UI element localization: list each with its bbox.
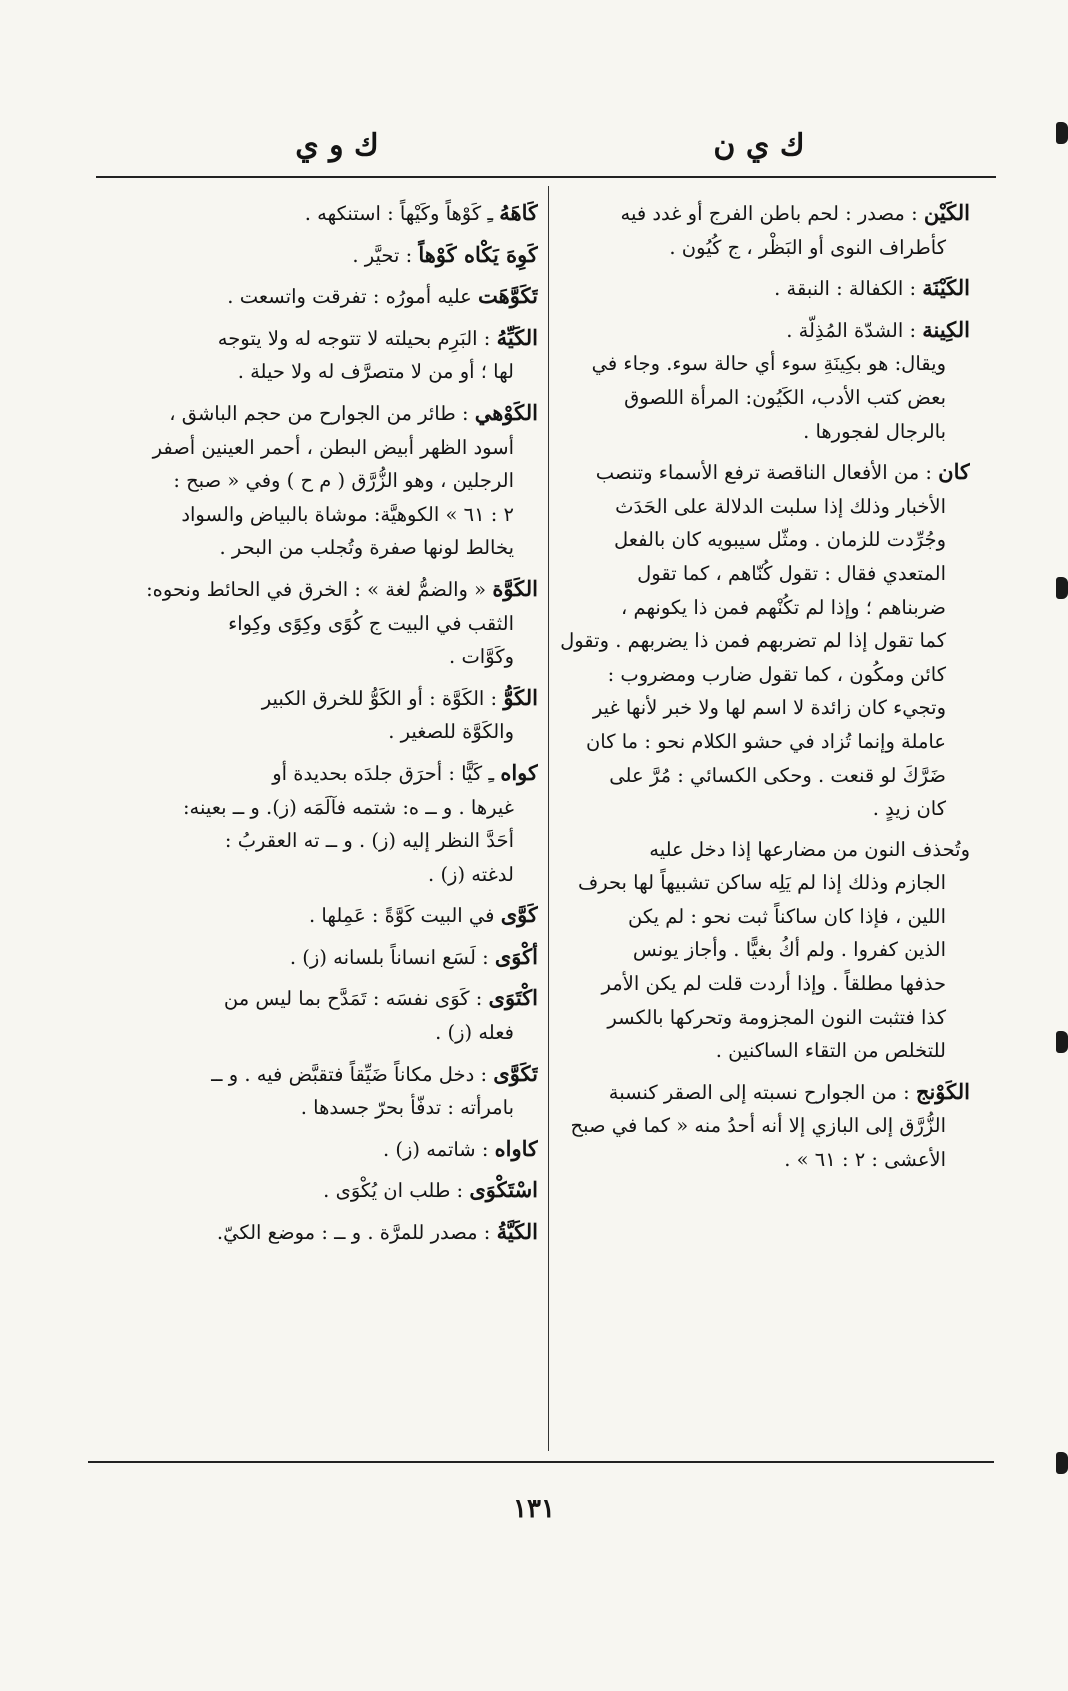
headword: كَوِهَ يَكْاه كَوْهاً <box>418 241 538 267</box>
definition-text: الأعشى : ٢ : ٦١ » . <box>784 1148 946 1172</box>
entry-line <box>128 572 538 607</box>
definition-text: : كَوَى نفسَه : تَمَدَّح بما ليس من <box>223 987 483 1011</box>
definition-text: كما تقول إذا لم تضربهم فمن ذا يضربهم . وتقول <box>560 629 946 653</box>
dictionary-entry <box>128 279 538 314</box>
entry-line <box>560 381 970 415</box>
entry-line <box>128 981 538 1016</box>
definition-text: في البيت كَوَّةً : عَمِلها . <box>309 904 495 928</box>
definition-text: ضربناهم ؛ وإذا لم تكُنْهم فمن ذا يكونهم ، <box>620 595 946 619</box>
footer-rule <box>88 1461 994 1463</box>
headword: تَكَوَّهَت <box>478 283 538 309</box>
definition-text: لدغته (ز) . <box>428 862 514 886</box>
entry-line <box>560 725 970 759</box>
entry-line <box>128 858 538 892</box>
entry-line <box>128 321 538 356</box>
dictionary-entry <box>128 321 538 389</box>
entry-line <box>560 231 970 265</box>
definition-text: يخالط لونها صفرة وتُجلب من البحر . <box>219 536 514 560</box>
entry-line <box>560 490 970 524</box>
definition-text: ٢ : ٦١ » الكوهيَّة: موشاة بالبياض والسواد <box>181 502 514 526</box>
entry-line <box>128 791 538 825</box>
definition-text: حذفها مطلقاً . وإذا أردت قلت لم يكن الأمر <box>601 972 946 996</box>
entry-line <box>560 271 970 306</box>
headword: الكَوُّ <box>503 684 538 710</box>
definition-text: بعض كتب الأدب، الكَيُون: المرأة اللصوق <box>624 385 946 409</box>
entry-line <box>560 415 970 449</box>
entry-line <box>128 756 538 791</box>
definition-text: كذا فتثبت النون المجزومة وتحركها بالكسر <box>607 1005 946 1029</box>
dictionary-entry <box>128 1057 538 1125</box>
definition-text: : دخل مكاناً ضَيِّقاً فتقبَّض فيه . و ــ <box>211 1062 488 1086</box>
entry-line <box>128 431 538 465</box>
entry-line <box>128 681 538 716</box>
entry-line <box>128 355 538 389</box>
dictionary-entry <box>128 1132 538 1167</box>
definition-text: كأطراف النوى أو البَظْر ، ج كُيُون . <box>669 235 946 259</box>
entry-line <box>128 824 538 858</box>
entry-line <box>560 833 970 867</box>
definition-text: والكَوَّة للصغير . <box>388 720 514 744</box>
entry-line <box>560 691 970 725</box>
entry-line <box>560 1109 970 1143</box>
dictionary-entry <box>560 833 970 1068</box>
definition-text: أحَدَّ النظر إليه (ز) . و ــ ته العقربُ : <box>224 829 514 853</box>
definition-text: : البَرِم بحيلته لا تتوجه له ولا يتوجه <box>217 326 491 350</box>
left-column <box>128 196 538 1451</box>
entry-line <box>560 557 970 591</box>
dictionary-entry <box>560 196 970 264</box>
dictionary-entry <box>128 238 538 273</box>
entry-line <box>560 967 970 1001</box>
dictionary-entry <box>128 1215 538 1250</box>
header-rule <box>96 176 996 178</box>
page-number: ١٣١ <box>513 1494 555 1524</box>
entry-line <box>560 792 970 826</box>
dictionary-entry <box>128 572 538 674</box>
definition-text: ـِ كَيًّا : أحرَق جلدَه بحديدة أو <box>272 761 495 785</box>
headword: الكَوْنج <box>915 1078 970 1104</box>
headword: اسْتَكْوَى <box>469 1177 538 1203</box>
headword: الكِينة <box>922 316 970 342</box>
dictionary-entry <box>128 196 538 231</box>
definition-text: المتعدي فقال : تقول كُنّاهم ، كما تقول <box>637 561 946 585</box>
entry-line <box>560 523 970 557</box>
entry-line <box>560 1001 970 1035</box>
scan-edge-mark <box>1056 577 1068 599</box>
entry-line <box>128 498 538 532</box>
entry-line <box>128 940 538 975</box>
entry-line <box>560 866 970 900</box>
headword: كان <box>938 459 970 485</box>
entry-line <box>560 933 970 967</box>
entry-line <box>560 624 970 658</box>
entry-line <box>560 900 970 934</box>
headword: الكَوَّة <box>492 575 538 601</box>
definition-text: وكَوَّات . <box>449 645 514 669</box>
dictionary-entry <box>128 898 538 933</box>
headword: الكَيْنَة <box>922 275 970 301</box>
headword: أكْوَى <box>494 943 538 969</box>
definition-text: كائن ومكُون ، كما تقول ضارب ومضروب : <box>607 662 946 686</box>
dictionary-entry <box>128 940 538 975</box>
definition-text: ويقال: هو بكِينَةِ سوء أي حالة سوء. وجاء في <box>591 352 946 376</box>
definition-text: : طلب ان يُكْوَى . <box>323 1179 464 1203</box>
definition-text: ـِ كَوْهاً وكَيْهاً : استنكهه . <box>304 202 494 225</box>
dictionary-entry <box>128 396 538 565</box>
definition-text: بامرأته : تدفّأ بحرّ جسدها . <box>300 1096 514 1120</box>
headword: كواه <box>500 759 538 785</box>
definition-text: الجازم وذلك إذا لم يَلِه ساكن تشبيهاً لها بحرف <box>577 871 946 895</box>
entry-line <box>560 347 970 381</box>
definition-text: غيرها . و ــ ه: شتمه فآلَمَه (ز). و ــ بعينه: <box>182 795 514 819</box>
definition-text: الرجلين ، وهو الزُّرَّق ( م ح ) وفي « صبح : <box>173 469 514 493</box>
definition-text: فعله (ز) . <box>435 1021 514 1045</box>
entry-line <box>128 1091 538 1125</box>
entry-line <box>128 640 538 674</box>
headword: الكَيْن <box>923 200 970 225</box>
definition-text: : الكفالة : النبقة . <box>774 277 917 301</box>
definition-text: : شاتمه (ز) . <box>382 1137 489 1161</box>
entry-line <box>560 196 970 231</box>
entry-line <box>560 455 970 490</box>
entry-line <box>560 1034 970 1068</box>
entry-line <box>128 1215 538 1250</box>
entry-line <box>128 396 538 431</box>
page-header-root-left: ك و ي <box>295 128 379 163</box>
entry-line <box>128 464 538 498</box>
definition-text: وجُرِّدت للزمان . ومثّل سيبويه كان بالفعل <box>614 528 946 552</box>
dictionary-entry <box>560 1075 970 1177</box>
page-header-root-right: ك ي ن <box>713 128 805 163</box>
definition-text: وتجيء كان زائدة لا اسم لها ولا خبر لأنها غير <box>592 696 946 720</box>
scan-edge-mark <box>1056 1031 1068 1053</box>
headword: اكْتَوَى <box>488 985 538 1011</box>
scan-edge-mark <box>1056 1452 1068 1474</box>
entry-line <box>128 196 538 231</box>
definition-text: : طائر من الجوارح من حجم الباشق ، <box>169 401 469 425</box>
column-divider <box>548 186 549 1451</box>
dictionary-entry <box>128 1173 538 1208</box>
definition-text: ضَرَّكَ لو قنعت . وحكى الكسائي : مُرَّ على <box>609 763 946 787</box>
definition-text: عليه أمورُه : تفرقت واتسعت . <box>227 285 472 309</box>
headword: كَاهَهُ <box>499 200 538 225</box>
definition-text: « والضمُّ لغة » : الخرق في الحائط ونحوه: <box>146 577 487 601</box>
right-column <box>560 196 970 1451</box>
dictionary-entry <box>128 681 538 749</box>
dictionary-entry <box>560 313 970 448</box>
headword: تَكَوَّى <box>493 1060 538 1086</box>
entry-line <box>128 238 538 273</box>
entry-line <box>128 1132 538 1167</box>
definition-text: : مصدر للمرَّة . و ــ : موضع الكيّ. <box>216 1221 491 1245</box>
definition-text: للتخلص من التقاء الساكنين . <box>715 1039 946 1063</box>
scan-edge-mark <box>1056 122 1068 144</box>
headword: كاواه <box>494 1135 538 1161</box>
entry-line <box>128 1173 538 1208</box>
headword: الكَيَّةُ <box>496 1219 538 1245</box>
definition-text: : الكَوَّة : أو الكَوُّ للخرق الكبير <box>261 686 498 710</box>
definition-text: : من الجوارح نسبته إلى الصقر كنسبة <box>608 1080 910 1104</box>
entry-line <box>128 1016 538 1050</box>
headword: الكَيِّهُ <box>496 324 538 350</box>
dictionary-entry <box>560 271 970 306</box>
definition-text: أسود الظهر أبيض البطن ، أحمر العينين أصفر <box>152 435 514 459</box>
entry-line <box>128 1057 538 1092</box>
entry-line <box>128 715 538 749</box>
definition-text: الذين كفروا . ولم أكُ بغيًّا . وأجاز يونس <box>632 938 946 962</box>
definition-text: الثقب في البيت ج كُوًى وكِوًى وكِواء <box>228 611 514 635</box>
definition-text: الأخبار وذلك إذا سلبت الدلالة على الحَدَث <box>615 494 946 518</box>
definition-text: كان زيدٍ . <box>872 797 946 821</box>
definition-text: عاملة وإنما تُزاد في حشو الكلام نحو : ما كان <box>585 729 946 753</box>
entry-line <box>128 279 538 314</box>
entry-line <box>560 313 970 348</box>
definition-text: : تحيَّر . <box>352 243 413 267</box>
entry-line <box>560 1075 970 1110</box>
headword: كَوَّى <box>500 902 538 928</box>
entry-line <box>560 759 970 793</box>
definition-text: اللين ، فإذا كان ساكناً ثبت نحو : لم يكن <box>628 904 946 928</box>
entry-line <box>560 658 970 692</box>
entry-line <box>128 531 538 565</box>
definition-text: وتُحذف النون من مضارعها إذا دخل عليه <box>649 837 970 861</box>
definition-text: : من الأفعال الناقصة ترفع الأسماء وتنصب <box>595 461 932 485</box>
definition-text: الزُّرَّق إلى البازي إلا أنه أحدُ منه « كما في صبح <box>570 1114 946 1138</box>
definition-text: : مصدر : لحم باطن الفرج أو غدد فيه <box>620 202 918 225</box>
headword: الكَوْهي <box>474 399 538 425</box>
entry-line <box>128 898 538 933</box>
entry-line <box>128 607 538 641</box>
entry-line <box>560 1143 970 1177</box>
dictionary-entry <box>560 455 970 826</box>
definition-text: : لَسَع انساناً بلسانه (ز) . <box>289 945 489 969</box>
definition-text: بالرجال لفجورها . <box>803 419 946 443</box>
entry-line <box>560 591 970 625</box>
dictionary-entry <box>128 756 538 891</box>
definition-text: لها ؛ أو من لا متصرَّف له ولا حيلة . <box>237 360 514 384</box>
dictionary-entry <box>128 981 538 1049</box>
definition-text: : الشدّة المُذِلّة . <box>786 318 917 342</box>
